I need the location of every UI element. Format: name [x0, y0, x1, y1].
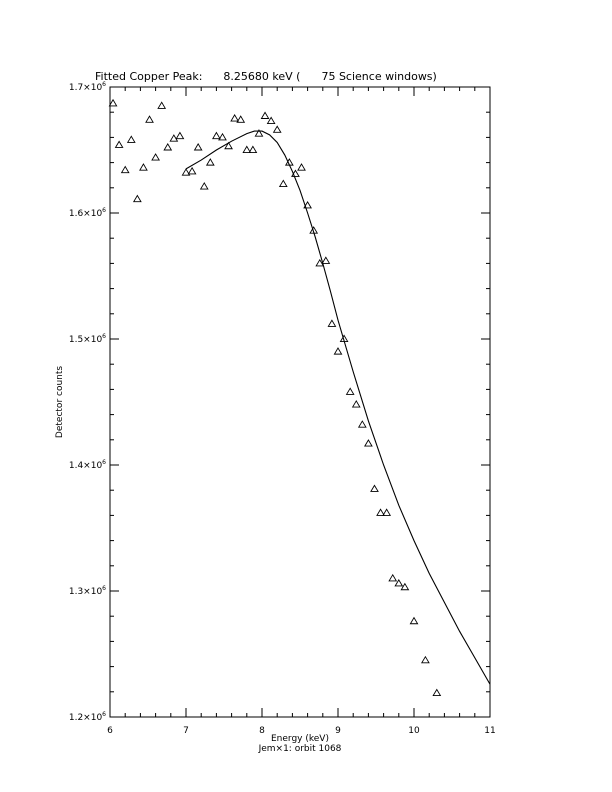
data-point-triangle [109, 100, 116, 106]
y-axis-label: Detector counts [55, 365, 65, 439]
x-axis-sublabel: Jem×1: orbit 1068 [258, 744, 342, 754]
data-point-triangle [401, 584, 408, 590]
x-tick-label: 11 [484, 726, 496, 736]
y-tick-label: $1.5\times 10^6$ [68, 333, 106, 345]
data-point-triangle [134, 196, 141, 202]
data-point-triangle [140, 164, 147, 170]
y-tick-label: $1.2\times 10^6$ [68, 711, 106, 723]
data-point-triangle [261, 112, 268, 118]
y-tick-label: $1.7\times 10^6$ [68, 81, 106, 93]
x-tick-label: 6 [107, 726, 113, 736]
y-tick-label: $1.4\times 10^6$ [68, 459, 106, 471]
data-point-triangle [365, 440, 372, 446]
y-tick-labels [69, 81, 106, 723]
data-point-triangle [207, 159, 214, 165]
data-point-triangle [128, 136, 135, 142]
data-point-triangle [334, 348, 341, 354]
x-axis-label: Energy (keV) [271, 734, 329, 744]
data-point-triangle [422, 657, 429, 663]
axis-ticks [110, 87, 490, 717]
data-point-triangle [371, 485, 378, 491]
data-point-triangle [195, 144, 202, 150]
x-tick-label: 10 [408, 726, 420, 736]
data-point-triangle [389, 575, 396, 581]
chart-title: Fitted Copper Peak: 8.25680 keV ( 75 Science windows) [95, 70, 437, 83]
data-point-triangle [158, 102, 165, 108]
data-point-triangle [322, 257, 329, 263]
data-point-triangle [231, 115, 238, 121]
data-point-triangle [122, 167, 129, 173]
data-point-triangle [328, 320, 335, 326]
y-tick-label: $1.6\times 10^6$ [68, 207, 106, 219]
data-point-triangle [433, 689, 440, 695]
data-point-triangle [347, 388, 354, 394]
x-tick-label: 7 [183, 726, 189, 736]
data-point-triangle [298, 164, 305, 170]
data-point-triangle [353, 401, 360, 407]
fit-curve [186, 131, 490, 684]
data-point-triangle [116, 141, 123, 147]
data-point-triangle [176, 133, 183, 139]
data-point-triangle [213, 133, 220, 139]
data-point-triangle [410, 618, 417, 624]
data-point-triangle [188, 168, 195, 174]
fit-curve-group [186, 131, 490, 684]
data-point-triangle [201, 183, 208, 189]
x-tick-label: 8 [259, 726, 265, 736]
data-point-triangle [359, 421, 366, 427]
data-point-triangle [146, 116, 153, 122]
data-point-triangle [280, 180, 287, 186]
data-point-triangle [152, 154, 159, 160]
y-tick-label: $1.3\times 10^6$ [68, 585, 106, 597]
plot-frame [110, 87, 490, 717]
data-points [109, 100, 440, 696]
data-point-triangle [164, 144, 171, 150]
x-tick-label: 9 [335, 726, 341, 736]
data-point-triangle [274, 126, 281, 132]
